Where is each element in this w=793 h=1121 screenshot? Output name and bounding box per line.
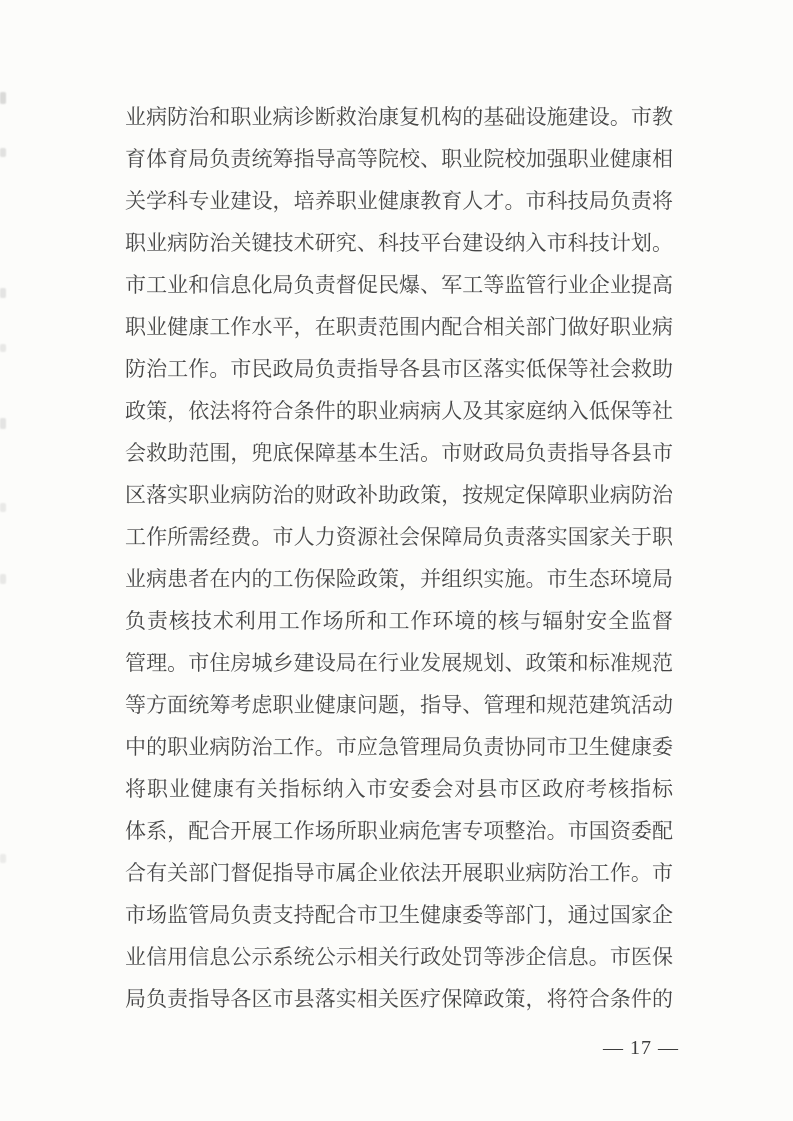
page-number: — 17 — (603, 1037, 679, 1059)
text-line: 业病患者在内的工伤保险政策，并组织实施。市生态环境局 (125, 567, 673, 591)
text-line: 业病防治和职业病诊断救治康复机构的基础设施建设。市教 (125, 105, 673, 129)
text-line: 中的职业病防治工作。市应急管理局负责协同市卫生健康委 (125, 735, 673, 759)
text-line: 局负责指导各区市县落实相关医疗保障政策，将符合条件的 (125, 987, 673, 1011)
scan-smudge (0, 854, 6, 863)
text-line: 育体育局负责统筹指导高等院校、职业院校加强职业健康相 (125, 147, 673, 171)
text-line: 业信用信息公示系统公示相关行政处罚等涉企信息。市医保 (125, 945, 673, 969)
text-line: 工作所需经费。市人力资源社会保障局负责落实国家关于职 (125, 525, 673, 549)
text-line: 合有关部门督促指导市属企业依法开展职业病防治工作。市 (125, 861, 673, 885)
text-line: 等方面统筹考虑职业健康问题，指导、管理和规范建筑活动 (125, 693, 673, 717)
text-line: 区落实职业病防治的财政补助政策，按规定保障职业病防治 (125, 483, 673, 507)
scan-smudge (0, 148, 6, 157)
text-line: 将职业健康有关指标纳入市安委会对县市区政府考核指标 (125, 777, 673, 801)
text-line: 管理。市住房城乡建设局在行业发展规划、政策和标准规范 (125, 651, 673, 675)
text-line: 市场监管局负责支持配合市卫生健康委等部门，通过国家企 (125, 903, 673, 927)
scan-smudge (0, 288, 6, 298)
text-line: 市工业和信息化局负责督促民爆、军工等监管行业企业提高 (125, 273, 673, 297)
text-line: 体系，配合开展工作场所职业病危害专项整治。市国资委配 (125, 819, 673, 843)
text-line: 关学科专业建设，培养职业健康教育人才。市科技局负责将 (125, 189, 673, 213)
document-body (125, 96, 673, 1020)
scan-smudge (0, 574, 6, 584)
scan-smudge (0, 92, 6, 104)
text-line: 职业病防治关键技术研究、科技平台建设纳入市科技计划。 (125, 231, 673, 255)
scan-smudge (0, 503, 6, 512)
text-line: 政策，依法将符合条件的职业病病人及其家庭纳入低保等社 (125, 399, 673, 423)
scan-smudge (0, 344, 6, 352)
text-line: 防治工作。市民政局负责指导各县市区落实低保等社会救助 (125, 357, 673, 381)
text-line: 负责核技术利用工作场所和工作环境的核与辐射安全监督 (125, 609, 673, 633)
scan-smudge (0, 418, 6, 429)
text-line: 职业健康工作水平，在职责范围内配合相关部门做好职业病 (125, 315, 673, 339)
text-line: 会救助范围，兜底保障基本生活。市财政局负责指导各县市 (125, 441, 673, 465)
